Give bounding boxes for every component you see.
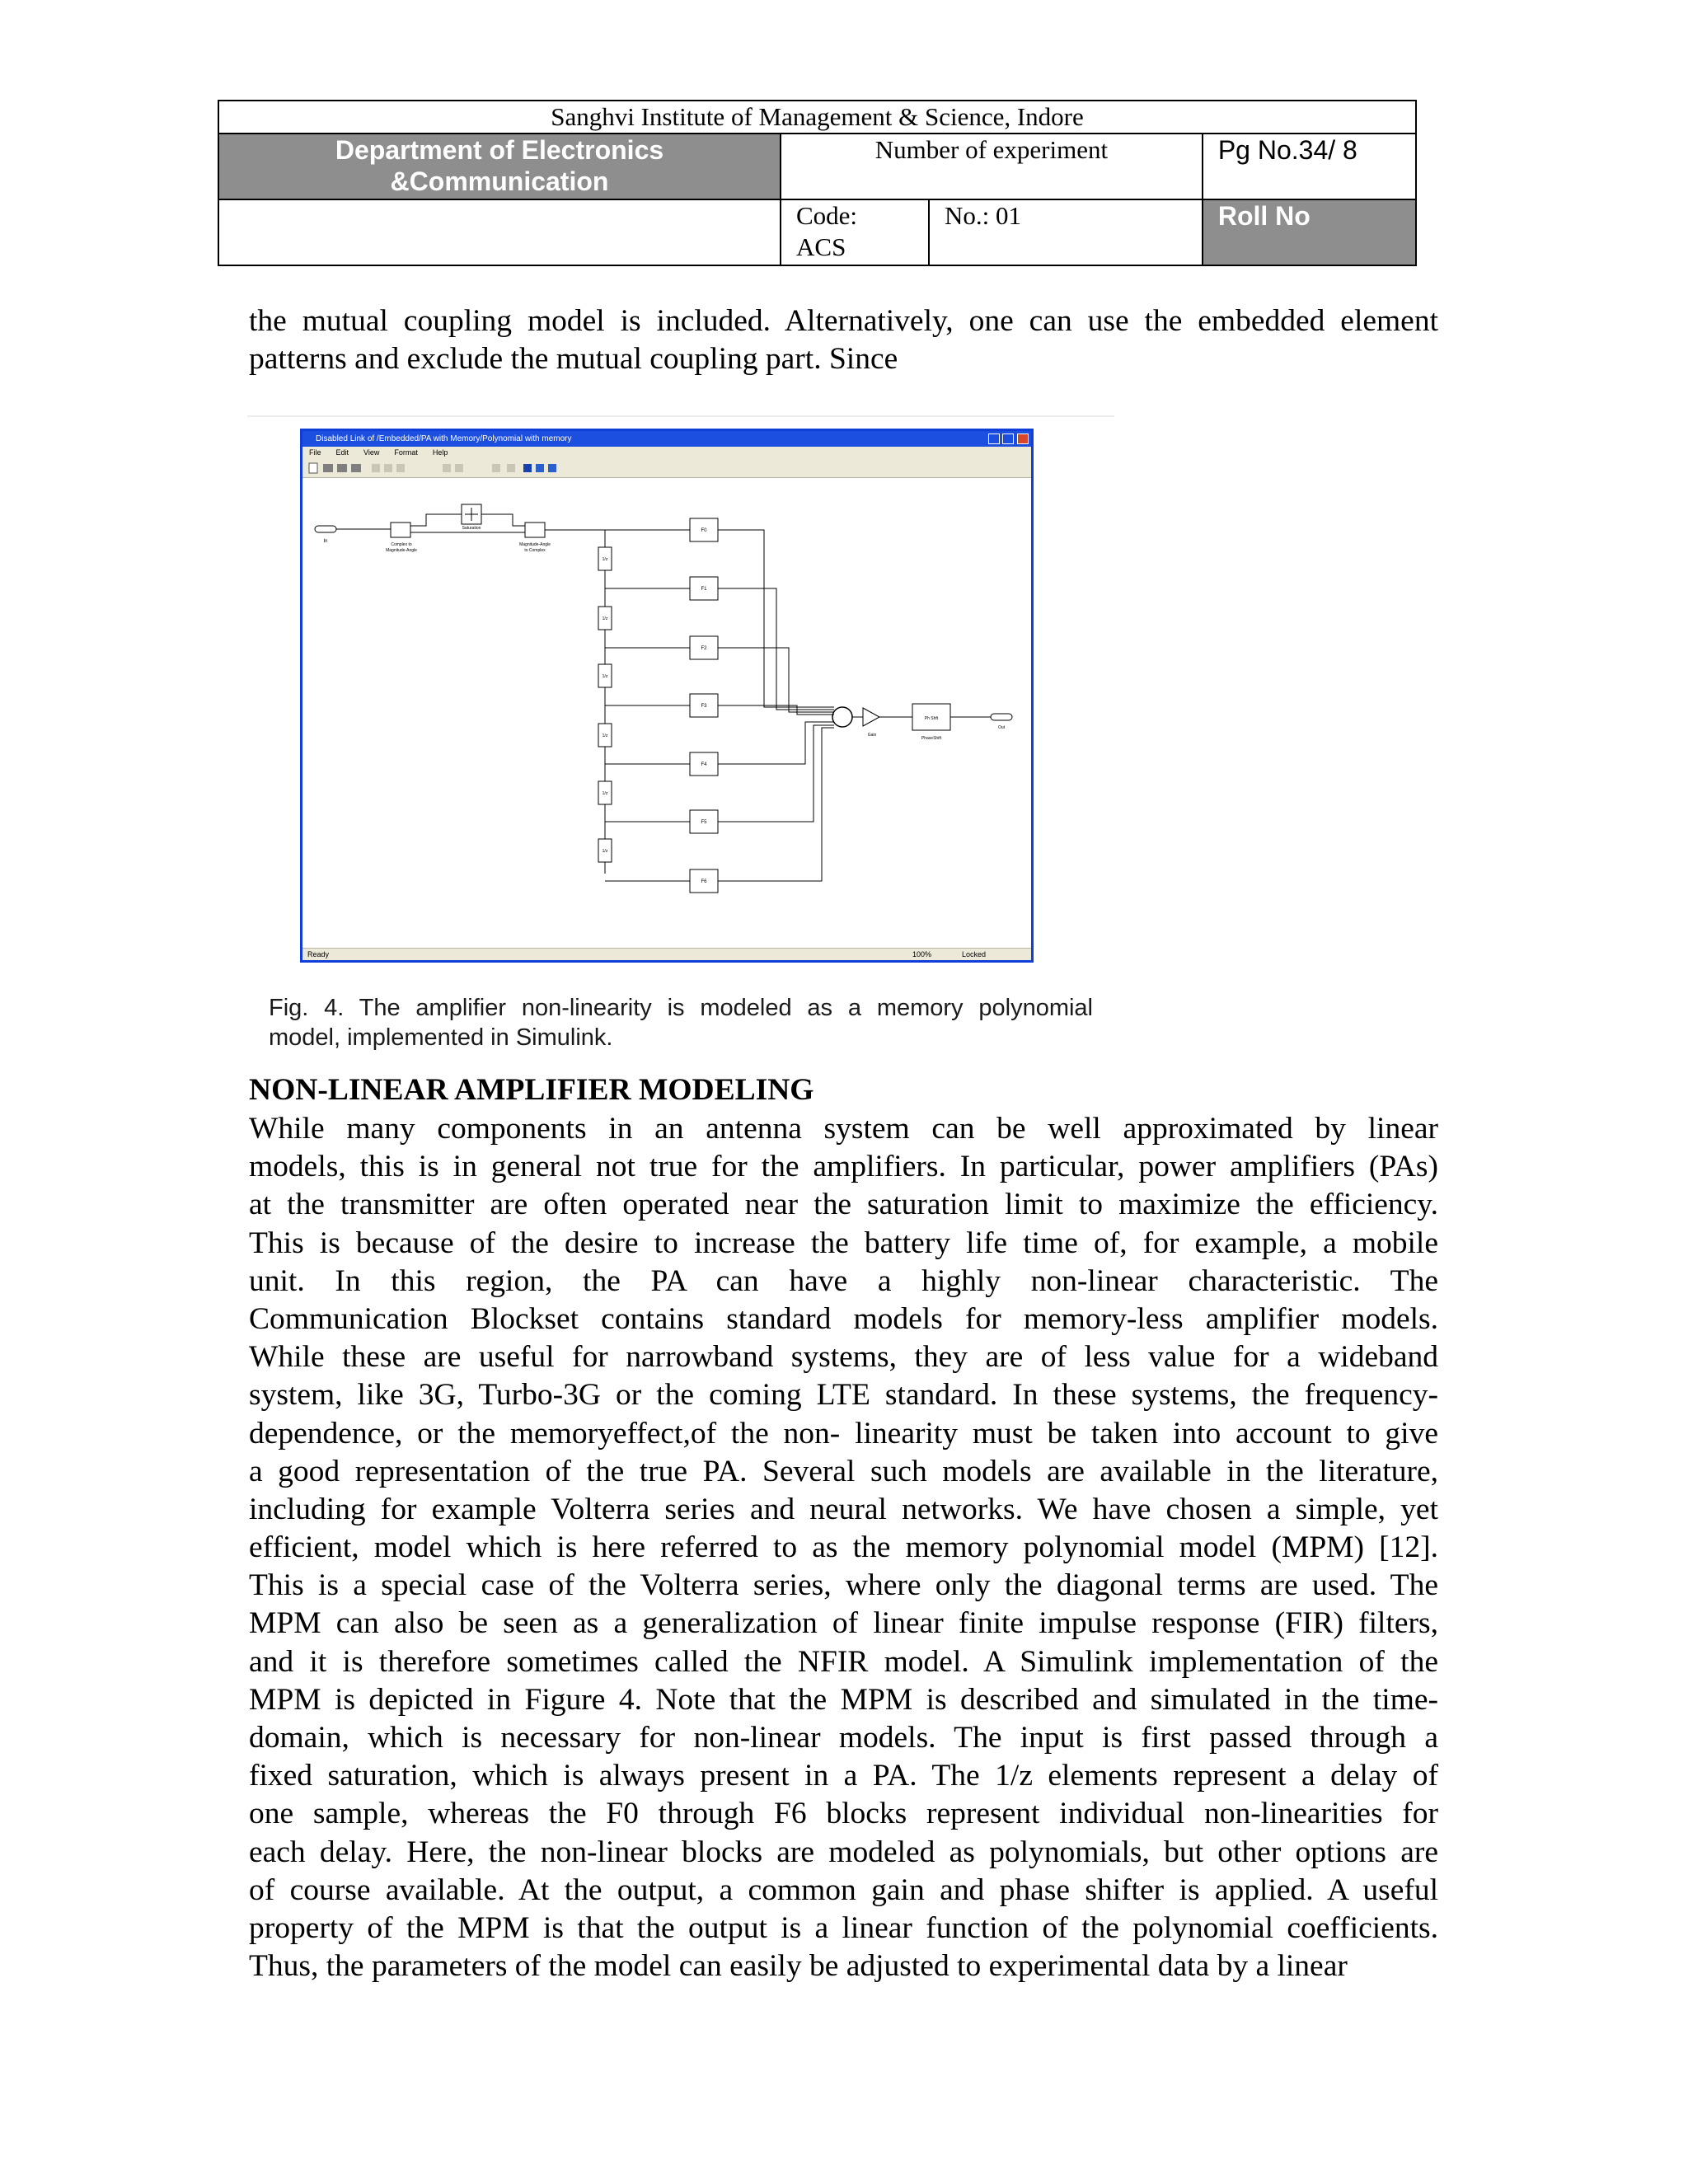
gain-label: Gain [867, 733, 877, 738]
c2m-label-1: Complex to [391, 542, 412, 547]
status-ready: Ready [307, 950, 330, 958]
text-line: including for example Volterra series and neural networks. We have chosen a simple, yet [249, 1492, 1438, 1526]
phase-label: PhaseShift [921, 736, 942, 741]
phase-block-label: Ph Shft [924, 716, 939, 721]
text-line: and it is therefore sometimes called the NFIR model. A Simulink implementation of the [249, 1644, 1438, 1679]
text-line: unit. In this region, the PA can have a highly non-linear characteristic. The [249, 1263, 1438, 1298]
text-line: fixed saturation, which is always present in a PA. The 1/z elements represent a delay of [249, 1759, 1438, 1793]
signal-line [410, 514, 462, 526]
text-line: Communication Blockset contains standard models for memory-less amplifier models. [249, 1301, 1438, 1336]
toolbar [302, 459, 1031, 478]
text-line: domain, which is necessary for non-linear models. The input is first passed through a [249, 1721, 1438, 1755]
signal-line [718, 588, 834, 710]
text-line: While these are useful for narrowband systems, they are of less value for a wideband [249, 1340, 1438, 1375]
text-line: Thus, the parameters of the model can easily be adjusted to experimental data by a linear [249, 1949, 1348, 1984]
section-heading: NON-LINEAR AMPLIFIER MODELING [249, 1073, 814, 1107]
signal-line [718, 725, 834, 822]
f-label: F1 [701, 587, 707, 592]
in-label: In [323, 539, 328, 544]
caption-line-1: Fig. 4. The amplifier non-linearity is modeled as a memory polynomial [269, 995, 1093, 1021]
f-label: F2 [701, 646, 707, 651]
close-icon[interactable] [1017, 434, 1029, 444]
text-line: system, like 3G, Turbo-3G or the coming LTE standard. In these systems, the frequency- [249, 1378, 1438, 1413]
department-line-2: &Communication [390, 166, 609, 196]
signal-line [718, 722, 834, 764]
department-line-1: Department of Electronics [335, 135, 664, 165]
text-line: one sample, whereas the F0 through F6 blocks represent individual non-linearities for [249, 1797, 1438, 1831]
text-line: While many components in an antenna system can be well approximated by linear [249, 1112, 1438, 1146]
complex-to-mag-angle-block [391, 523, 410, 537]
text-line: MPM is depicted in Figure 4. Note that the MPM is described and simulated in the time- [249, 1682, 1438, 1717]
page-number: Pg No.34/ 8 [1203, 134, 1416, 199]
sum-block [832, 707, 852, 727]
code-value: ACS [796, 232, 846, 261]
text-line: the mutual coupling model is included. Alternatively, one can use the embedded element [249, 304, 1438, 338]
delay-label: 1/z [602, 791, 608, 796]
signal-line [481, 514, 525, 526]
text-line: of course available. At the output, a common gain and phase shifter is applied. A useful [249, 1872, 1438, 1907]
header-table [218, 100, 1417, 266]
block-diagram [302, 478, 1031, 952]
minimize-icon[interactable] [988, 434, 1000, 444]
experiment-no: No.: 01 [929, 199, 1203, 265]
delay-label: 1/z [602, 616, 608, 621]
menu-item-view[interactable]: View [363, 448, 380, 457]
text-line: MPM can also be seen as a generalization of linear finite impulse response (FIR) filters, [249, 1606, 1438, 1641]
mag-angle-to-complex-block [525, 523, 545, 537]
text-line: at the transmitter are often operated near the saturation limit to maximize the efficiency. [249, 1188, 1438, 1222]
m2c-label-2: to Complex [524, 548, 546, 553]
text-line: each delay. Here, the non-linear blocks are modeled as polynomials, but other options are [249, 1835, 1438, 1869]
delay-label: 1/z [602, 733, 608, 738]
f-label: F5 [701, 820, 707, 825]
window-title: Disabled Link of /Embedded/PA with Memory/Polynomial with memory [302, 431, 1031, 447]
out-label: Out [997, 725, 1006, 730]
status-locked: Locked [962, 950, 987, 958]
f-label: F0 [701, 528, 707, 533]
f-label: F3 [701, 704, 707, 709]
text-line: This is because of the desire to increase the battery life time of, for example, a mobile [249, 1226, 1438, 1260]
number-of-experiment: Number of experiment [781, 134, 1203, 199]
status-zoom: 100% [912, 950, 932, 958]
institute-name: Sanghvi Institute of Management & Science, Indore [218, 101, 1416, 134]
menu-item-help[interactable]: Help [432, 448, 448, 457]
in-port [315, 526, 336, 532]
saturation-label: Saturation [462, 526, 481, 531]
delay-label: 1/z [602, 557, 608, 562]
menu-item-format[interactable]: Format [394, 448, 418, 457]
text-line: dependence, or the memoryeffect,of the non- linearity must be taken into account to give [249, 1416, 1438, 1451]
c2m-label-2: Magnitude-Angle [386, 548, 417, 553]
text-line: This is a special case of the Volterra series, where only the diagonal terms are used. The [249, 1568, 1438, 1603]
m2c-label-1: Magnitude-Angle [519, 542, 551, 547]
text-line: models, this is in general not true for the amplifiers. In particular, power amplifiers (PAs) [249, 1150, 1438, 1184]
delay-label: 1/z [602, 674, 608, 679]
code-label: Code: [796, 201, 858, 230]
caption-line-2: model, implemented in Simulink. [269, 1024, 613, 1051]
menu-bar [302, 447, 1031, 459]
intro-paragraph [249, 302, 1438, 378]
code-cell [781, 199, 929, 265]
f-label: F4 [701, 762, 707, 767]
roll-no: Roll No [1203, 199, 1416, 265]
text-line: patterns and exclude the mutual coupling part. Since [249, 342, 898, 377]
menu-item-edit[interactable]: Edit [335, 448, 349, 457]
menu-item-file[interactable]: File [309, 448, 321, 457]
text-line: a good representation of the true PA. Several such models are available in the literature, [249, 1454, 1438, 1488]
delay-label: 1/z [602, 849, 608, 854]
gain-block [863, 708, 879, 726]
signal-line [718, 728, 834, 881]
text-line: efficient, model which is here referred to as the memory polynomial model (MPM) [12]. [249, 1530, 1438, 1565]
simulink-window [300, 429, 1034, 963]
maximize-icon[interactable] [1002, 434, 1014, 444]
text-line: property of the MPM is that the output is a linear function of the polynomial coefficients. [249, 1910, 1438, 1945]
f-label: F6 [701, 879, 707, 884]
department-cell [218, 134, 781, 199]
figure-caption [269, 993, 1093, 1052]
blank-cell [218, 199, 781, 265]
out-port [991, 714, 1012, 720]
toolbar-icons [302, 459, 1028, 477]
body-paragraph [249, 1110, 1438, 1985]
figure-rule [247, 415, 1114, 417]
status-bar [302, 948, 1031, 960]
